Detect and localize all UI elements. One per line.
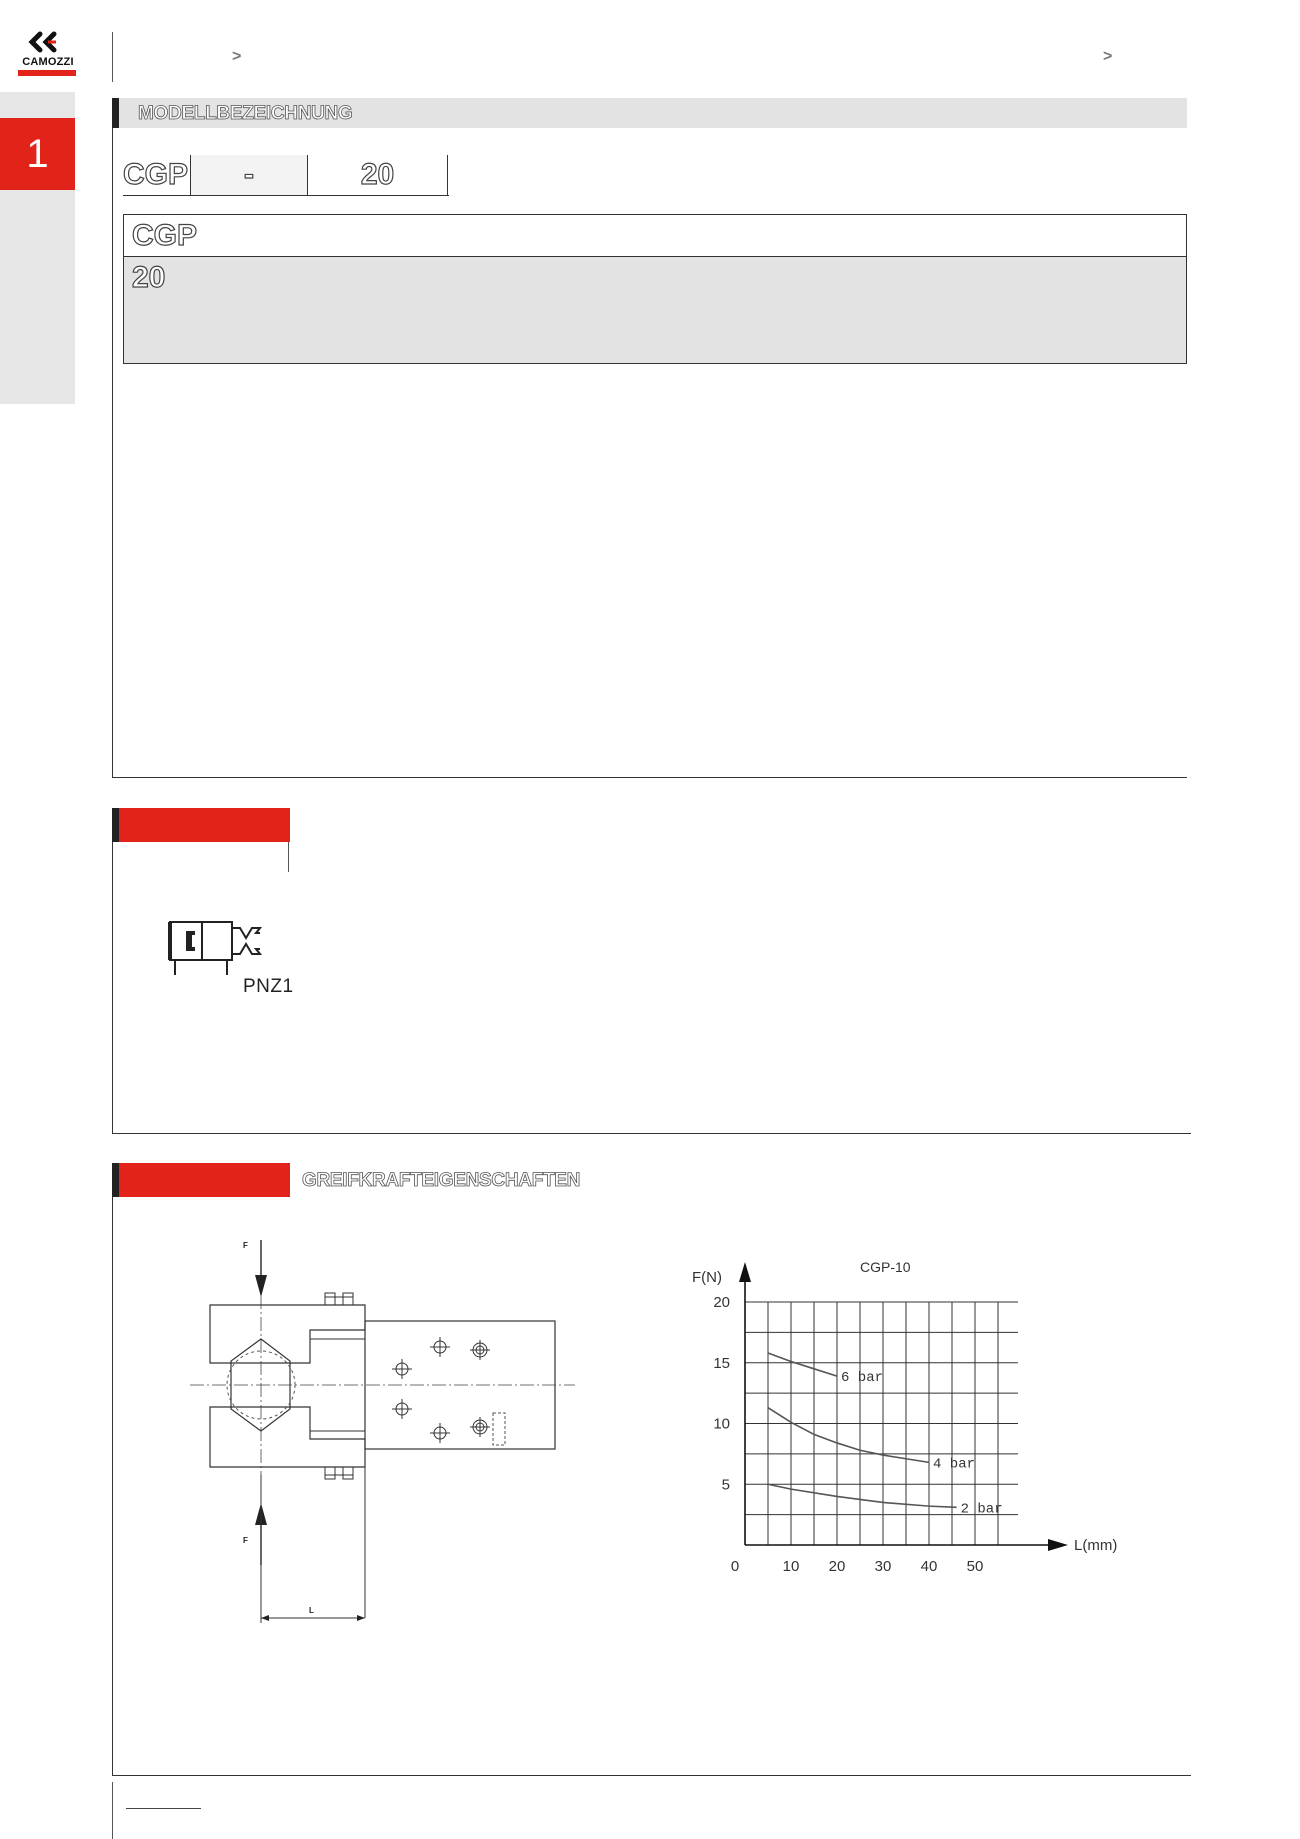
- gripping-force-chart: [690, 1240, 1160, 1620]
- row-code: 20: [132, 261, 166, 294]
- y-tick-label: 10: [713, 1415, 730, 1433]
- x-tick-label: 50: [966, 1558, 984, 1575]
- length-label: L: [309, 1606, 314, 1615]
- force-section-header: [112, 1163, 290, 1197]
- brand-bar: [18, 70, 76, 76]
- model-description-table: [123, 214, 1187, 364]
- x-tick-label: 40: [920, 1558, 938, 1575]
- table-row: [124, 215, 1186, 257]
- series-label: 2 bar: [960, 1501, 1003, 1518]
- x-tick-label: 30: [874, 1558, 892, 1575]
- chart-labels: [692, 1259, 1117, 1575]
- symbol-label: PNZ1: [243, 976, 294, 997]
- model-section-title: MODELLBEZEICHNUNG: [138, 103, 353, 124]
- x-tick-label: 20: [828, 1558, 846, 1575]
- force-label-top: F: [243, 1241, 248, 1250]
- series-line: [768, 1353, 837, 1376]
- y-tick-label: 5: [721, 1476, 730, 1494]
- breadcrumb-separator: >: [1103, 48, 1113, 65]
- section-marker: [112, 1163, 119, 1197]
- gripper-technical-drawing: [185, 1235, 585, 1635]
- breadcrumb-separator: >: [232, 48, 242, 65]
- y-axis-label: F(N): [692, 1269, 722, 1286]
- section-marker: [112, 808, 119, 842]
- model-code-table: [123, 155, 449, 196]
- x-axis-arrow: [1048, 1539, 1068, 1551]
- x-axis-label: L(mm): [1074, 1537, 1118, 1554]
- camozzi-logo-icon: [18, 28, 78, 76]
- header-divider: [288, 842, 289, 872]
- y-tick-label: 15: [713, 1354, 730, 1372]
- sidebar-section-number: 1: [26, 132, 49, 176]
- section-marker: [112, 98, 119, 128]
- row-code: CGP: [132, 219, 198, 252]
- series-label: 4 bar: [933, 1456, 976, 1473]
- code-separator: -: [191, 155, 308, 195]
- y-axis-arrow: [739, 1262, 751, 1282]
- footer-rule: [126, 1808, 201, 1809]
- chart-title: CGP-10: [860, 1259, 911, 1275]
- symbol-section-header: [112, 808, 290, 842]
- brand-name: CAMOZZI: [22, 56, 74, 68]
- header-divider: [112, 32, 113, 82]
- model-section-frame: [112, 98, 1187, 778]
- x-tick-label: 0: [730, 1558, 740, 1575]
- footer-divider: [112, 1782, 113, 1839]
- force-label-bottom: F: [243, 1536, 248, 1545]
- table-row: [124, 257, 1186, 363]
- series-label: 6 bar: [841, 1370, 884, 1387]
- chart-axes: [739, 1262, 1068, 1551]
- x-tick-label: 10: [782, 1558, 800, 1575]
- code-series: CGP: [123, 155, 191, 195]
- force-section-title: GREIFKRAFTEIGENSCHAFTEN: [302, 1170, 581, 1191]
- series-line: [768, 1484, 957, 1507]
- code-size: 20: [308, 155, 448, 195]
- gripper-symbol-icon: [160, 905, 300, 975]
- y-tick-label: 20: [713, 1294, 730, 1311]
